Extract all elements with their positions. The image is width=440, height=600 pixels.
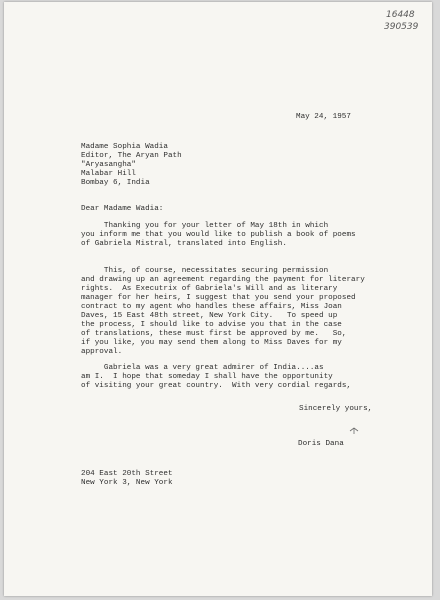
body-line: This, of course, necessitates securing permission	[81, 267, 329, 275]
letter-page	[4, 2, 432, 596]
return-address-line: 204 East 20th Street	[81, 470, 173, 478]
body-line: if you like, you may send them along to Miss Daves for my	[81, 339, 342, 347]
recipient-line: Editor, The Aryan Path	[81, 152, 182, 160]
recipient-line: Bombay 6, India	[81, 179, 150, 187]
signature-name: Doris Dana	[298, 440, 344, 448]
archive-number-1: 16448	[386, 10, 415, 20]
salutation: Dear Madame Wadia:	[81, 205, 164, 213]
body-line: the process, I should like to advise you that in the case	[81, 321, 342, 329]
body-line: rights. As Executrix of Gabriela's Will and as literary	[81, 285, 338, 293]
body-line: Daves, 15 East 48th street, New York City. To speed up	[81, 312, 338, 320]
body-line: Thanking you for your letter of May 18th in which	[81, 222, 329, 230]
body-line: Gabriela was a very great admirer of India....as	[81, 364, 324, 372]
pen-mark-icon	[349, 425, 359, 435]
closing: Sincerely yours,	[299, 405, 373, 413]
body-line: approval.	[81, 348, 123, 356]
body-line: contract to my agent who handles these affairs, Miss Joan	[81, 303, 342, 311]
body-line: of visiting your great country. With very cordial regards,	[81, 382, 352, 390]
recipient-line: Malabar Hill	[81, 170, 136, 178]
body-line: of Gabriela Mistral, translated into English.	[81, 240, 287, 248]
letter-date: May 24, 1957	[296, 113, 351, 121]
body-line: am I. I hope that someday I shall have the opportunity	[81, 373, 333, 381]
archive-number-2: 390539	[384, 22, 419, 32]
body-line: manager for her heirs, I suggest that you send your proposed	[81, 294, 356, 302]
recipient-line: Madame Sophia Wadia	[81, 143, 168, 151]
body-line: and drawing up an agreement regarding the payment for literary	[81, 276, 365, 284]
body-line: you inform me that you would like to publish a book of poems	[81, 231, 356, 239]
recipient-line: "Aryasangha"	[81, 161, 136, 169]
body-line: of translations, these must first be approved by me. So,	[81, 330, 347, 338]
return-address-line: New York 3, New York	[81, 479, 173, 487]
